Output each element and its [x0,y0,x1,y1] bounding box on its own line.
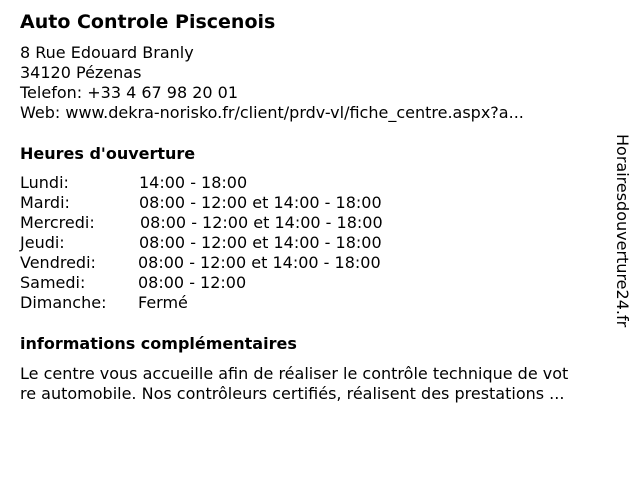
time-value: 14:00 - 18:00 [139,173,248,192]
day-label: Dimanche: [20,293,107,312]
day-label: Mercredi: [20,213,95,232]
address-city: 34120 Pézenas [20,63,142,82]
day-label: Jeudi: [20,233,65,252]
time-value: 08:00 - 12:00 et 14:00 - 18:00 [139,193,382,212]
additional-info-text [20,364,620,404]
day-label: Samedi: [20,273,86,292]
info-line-1: Le centre vous accueille afin de réaliser le contrôle technique de vot [20,364,569,383]
additional-info-heading: informations complémentaires [20,334,297,353]
time-value: 08:00 - 12:00 et 14:00 - 18:00 [138,253,381,272]
info-line-2: re automobile. Nos contrôleurs certifiés, réalisent des prestations ... [20,384,565,403]
site-watermark: Horairesdouverture24.fr [613,134,632,328]
address-street: 8 Rue Edouard Branly [20,43,194,62]
day-label: Mardi: [20,193,70,212]
time-value: 08:00 - 12:00 et 14:00 - 18:00 [139,233,382,252]
day-label: Lundi: [20,173,69,192]
business-name: Auto Controle Piscenois [20,11,276,33]
website-link[interactable]: Web: www.dekra-norisko.fr/client/prdv-vl/fiche_centre.aspx?a... [20,103,524,122]
time-value: 08:00 - 12:00 [138,273,247,292]
time-value: Fermé [138,293,188,312]
phone-number[interactable]: Telefon: +33 4 67 98 20 01 [20,83,239,102]
time-value: 08:00 - 12:00 et 14:00 - 18:00 [140,213,383,232]
opening-hours-heading: Heures d'ouverture [20,144,196,163]
day-label: Vendredi: [20,253,96,272]
